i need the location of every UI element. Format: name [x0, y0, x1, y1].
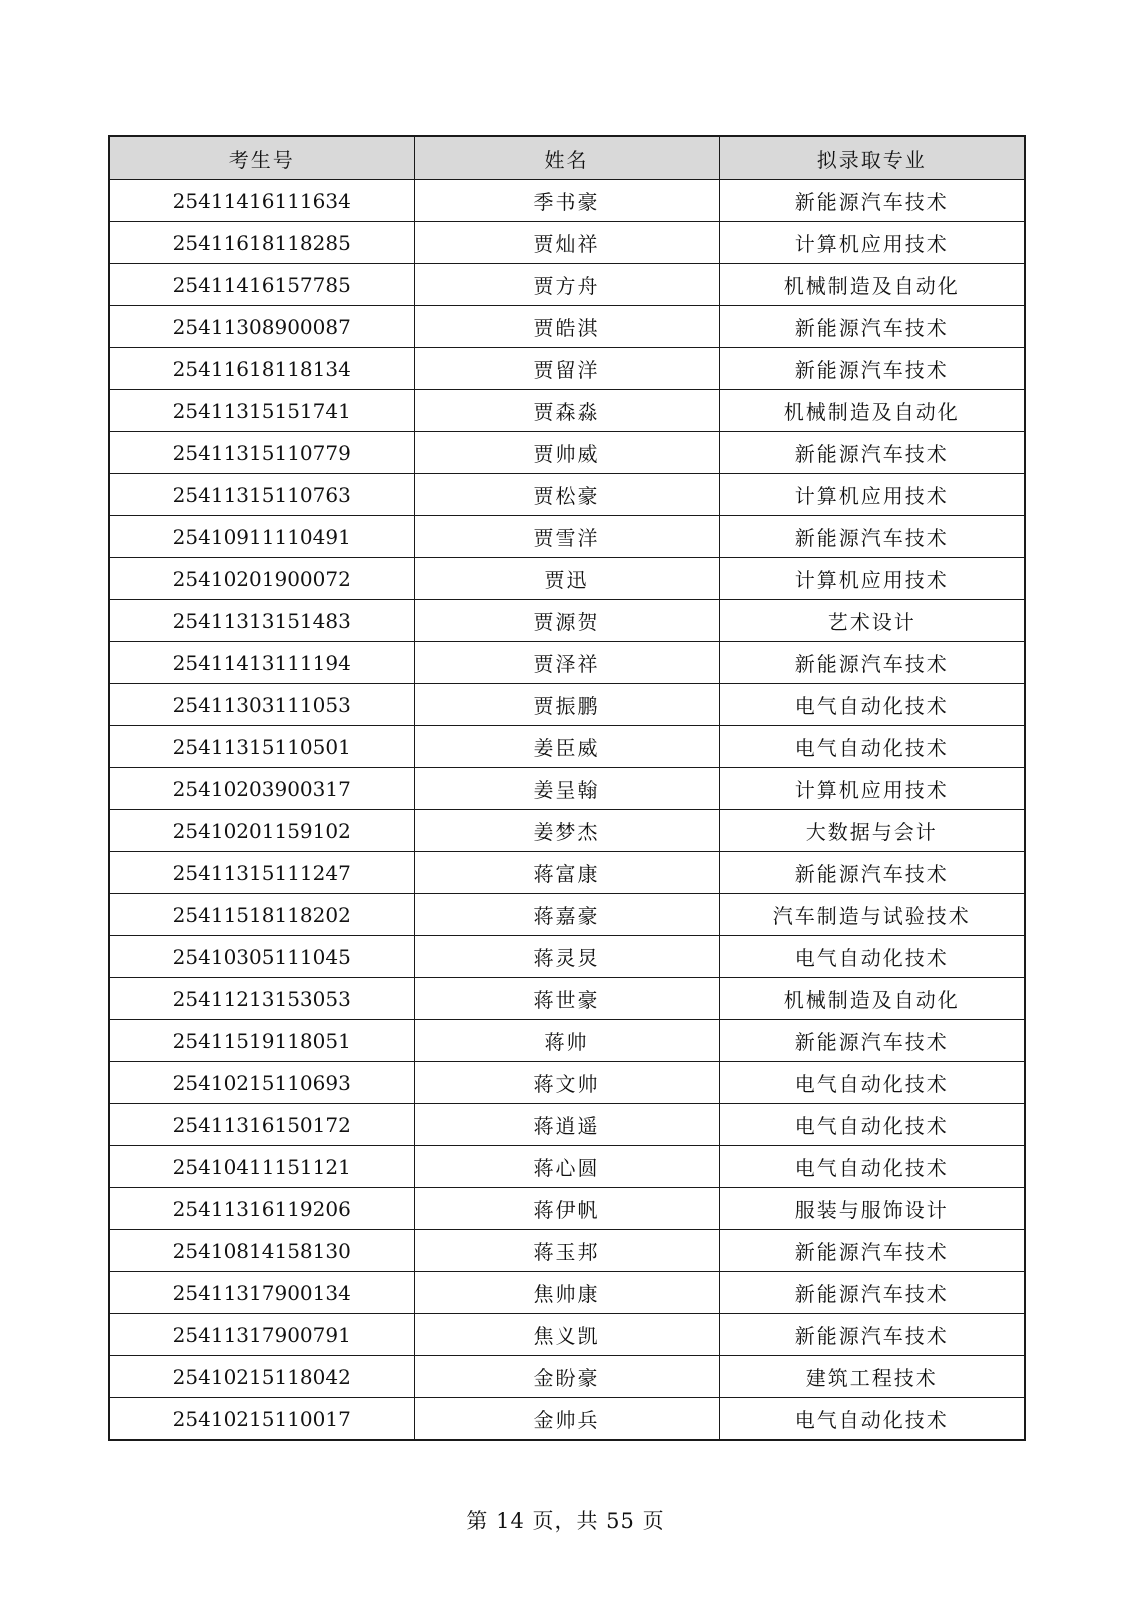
table-row: [109, 1272, 1025, 1314]
student-name-cell: 焦义凯: [414, 1314, 719, 1356]
exam-number-cell: 25411518118202: [109, 894, 414, 936]
major-cell: 新能源汽车技术: [719, 306, 1025, 348]
student-name-cell: 蒋玉邦: [414, 1230, 719, 1272]
table-row: [109, 558, 1025, 600]
table-row: [109, 852, 1025, 894]
major-cell: 电气自动化技术: [719, 936, 1025, 978]
major-cell: 电气自动化技术: [719, 1104, 1025, 1146]
table-row: [109, 1356, 1025, 1398]
exam-number-cell: 25410215110017: [109, 1398, 414, 1441]
exam-number-cell: 25411416111634: [109, 180, 414, 222]
table-row: [109, 180, 1025, 222]
table-row: [109, 348, 1025, 390]
student-name-cell: 贾留洋: [414, 348, 719, 390]
student-name-cell: 贾振鹏: [414, 684, 719, 726]
exam-number-cell: 25411519118051: [109, 1020, 414, 1062]
major-cell: 新能源汽车技术: [719, 1272, 1025, 1314]
exam-number-cell: 25410305111045: [109, 936, 414, 978]
table-row: [109, 726, 1025, 768]
exam-number-cell: 25410911110491: [109, 516, 414, 558]
table-row: [109, 936, 1025, 978]
table-row: [109, 1020, 1025, 1062]
table-row: [109, 306, 1025, 348]
student-name-cell: 蒋伊帆: [414, 1188, 719, 1230]
major-cell: 计算机应用技术: [719, 768, 1025, 810]
exam-number-cell: 25411213153053: [109, 978, 414, 1020]
table-row: [109, 264, 1025, 306]
table-body: [109, 180, 1025, 1441]
table-row: [109, 768, 1025, 810]
table-row: [109, 1314, 1025, 1356]
major-cell: 机械制造及自动化: [719, 390, 1025, 432]
student-name-cell: 蒋富康: [414, 852, 719, 894]
exam-number-cell: 25410215110693: [109, 1062, 414, 1104]
major-cell: 新能源汽车技术: [719, 1230, 1025, 1272]
major-cell: 电气自动化技术: [719, 1146, 1025, 1188]
table-row: [109, 1062, 1025, 1104]
exam-number-cell: 25410814158130: [109, 1230, 414, 1272]
admission-table: [108, 135, 1026, 1441]
student-name-cell: 姜呈翰: [414, 768, 719, 810]
exam-number-cell: 25411308900087: [109, 306, 414, 348]
student-name-cell: 金帅兵: [414, 1398, 719, 1441]
table-header-row: [109, 136, 1025, 180]
student-name-cell: 贾泽祥: [414, 642, 719, 684]
major-cell: 机械制造及自动化: [719, 978, 1025, 1020]
exam-number-cell: 25411413111194: [109, 642, 414, 684]
exam-number-cell: 25410411151121: [109, 1146, 414, 1188]
exam-number-cell: 25411315111247: [109, 852, 414, 894]
table-row: [109, 642, 1025, 684]
table-row: [109, 432, 1025, 474]
major-cell: 新能源汽车技术: [719, 1020, 1025, 1062]
major-cell: 计算机应用技术: [719, 222, 1025, 264]
student-name-cell: 贾源贺: [414, 600, 719, 642]
student-name-cell: 蒋文帅: [414, 1062, 719, 1104]
exam-number-cell: 25411315110779: [109, 432, 414, 474]
table-row: [109, 1398, 1025, 1441]
major-cell: 计算机应用技术: [719, 474, 1025, 516]
table-row: [109, 978, 1025, 1020]
page-number-footer: 第 14 页，共 55 页: [466, 1509, 665, 1533]
student-name-cell: 贾帅威: [414, 432, 719, 474]
major-cell: 新能源汽车技术: [719, 180, 1025, 222]
exam-number-cell: 25411315110501: [109, 726, 414, 768]
major-cell: 服装与服饰设计: [719, 1188, 1025, 1230]
student-name-cell: 贾雪洋: [414, 516, 719, 558]
exam-number-cell: 25411313151483: [109, 600, 414, 642]
exam-number-cell: 25411618118285: [109, 222, 414, 264]
table-row: [109, 810, 1025, 852]
table-row: [109, 600, 1025, 642]
major-cell: 新能源汽车技术: [719, 1314, 1025, 1356]
major-cell: 新能源汽车技术: [719, 642, 1025, 684]
student-name-cell: 焦帅康: [414, 1272, 719, 1314]
major-cell: 新能源汽车技术: [719, 348, 1025, 390]
student-name-cell: 蒋逍遥: [414, 1104, 719, 1146]
student-name-cell: 贾方舟: [414, 264, 719, 306]
exam-number-cell: 25411416157785: [109, 264, 414, 306]
student-name-cell: 姜梦杰: [414, 810, 719, 852]
major-cell: 电气自动化技术: [719, 1062, 1025, 1104]
student-name-cell: 贾皓淇: [414, 306, 719, 348]
exam-number-cell: 25411316150172: [109, 1104, 414, 1146]
major-cell: 汽车制造与试验技术: [719, 894, 1025, 936]
header-major: 拟录取专业: [719, 136, 1025, 180]
exam-number-cell: 25410201159102: [109, 810, 414, 852]
table-row: [109, 390, 1025, 432]
table-row: [109, 894, 1025, 936]
exam-number-cell: 25411316119206: [109, 1188, 414, 1230]
student-name-cell: 贾森淼: [414, 390, 719, 432]
table-row: [109, 1146, 1025, 1188]
table-row: [109, 1188, 1025, 1230]
table-row: [109, 474, 1025, 516]
student-name-cell: 贾灿祥: [414, 222, 719, 264]
major-cell: 新能源汽车技术: [719, 852, 1025, 894]
major-cell: 新能源汽车技术: [719, 432, 1025, 474]
exam-number-cell: 25411315151741: [109, 390, 414, 432]
table-row: [109, 516, 1025, 558]
exam-number-cell: 25411618118134: [109, 348, 414, 390]
exam-number-cell: 25410215118042: [109, 1356, 414, 1398]
major-cell: 建筑工程技术: [719, 1356, 1025, 1398]
major-cell: 机械制造及自动化: [719, 264, 1025, 306]
major-cell: 计算机应用技术: [719, 558, 1025, 600]
table-row: [109, 222, 1025, 264]
student-name-cell: 蒋世豪: [414, 978, 719, 1020]
student-name-cell: 金盼豪: [414, 1356, 719, 1398]
student-name-cell: 姜臣威: [414, 726, 719, 768]
major-cell: 艺术设计: [719, 600, 1025, 642]
table-row: [109, 1104, 1025, 1146]
major-cell: 新能源汽车技术: [719, 516, 1025, 558]
table-row: [109, 1230, 1025, 1272]
major-cell: 电气自动化技术: [719, 684, 1025, 726]
student-name-cell: 蒋嘉豪: [414, 894, 719, 936]
major-cell: 大数据与会计: [719, 810, 1025, 852]
exam-number-cell: 25411317900791: [109, 1314, 414, 1356]
exam-number-cell: 25410201900072: [109, 558, 414, 600]
student-name-cell: 季书豪: [414, 180, 719, 222]
student-name-cell: 蒋帅: [414, 1020, 719, 1062]
student-name-cell: 蒋心圆: [414, 1146, 719, 1188]
student-name-cell: 贾松豪: [414, 474, 719, 516]
header-name: 姓名: [414, 136, 719, 180]
exam-number-cell: 25411315110763: [109, 474, 414, 516]
table-row: [109, 684, 1025, 726]
major-cell: 电气自动化技术: [719, 726, 1025, 768]
exam-number-cell: 25411303111053: [109, 684, 414, 726]
exam-number-cell: 25410203900317: [109, 768, 414, 810]
major-cell: 电气自动化技术: [719, 1398, 1025, 1441]
student-name-cell: 贾迅: [414, 558, 719, 600]
header-exam-number: 考生号: [109, 136, 414, 180]
exam-number-cell: 25411317900134: [109, 1272, 414, 1314]
student-name-cell: 蒋灵炅: [414, 936, 719, 978]
